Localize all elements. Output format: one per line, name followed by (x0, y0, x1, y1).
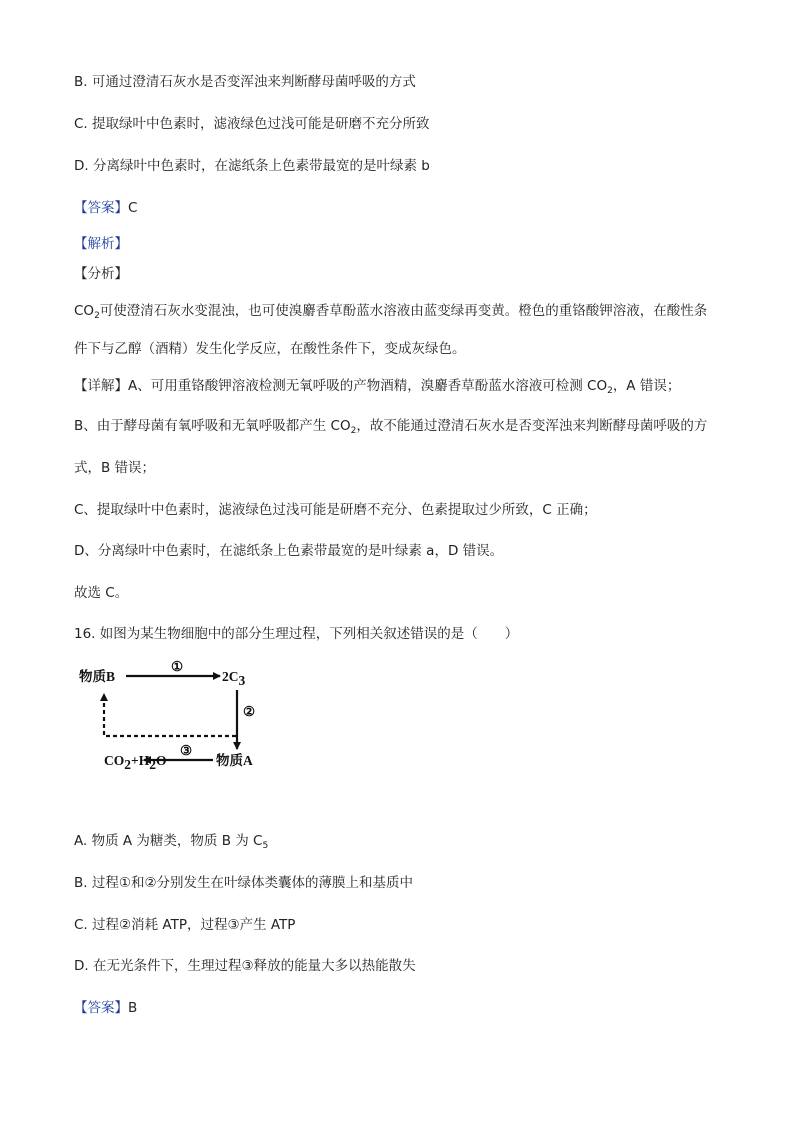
option-d-prev: D. 分离绿叶中色素时，在滤纸条上色素带最宽的是叶绿素 b (74, 158, 430, 174)
q16-option-d: D. 在无光条件下，生理过程③释放的能量大多以热能散失 (74, 958, 416, 974)
answer-15 (74, 199, 137, 217)
node-2c3: 2C3 (222, 669, 246, 688)
fenxi-tag: 【分析】 (74, 266, 128, 282)
q16-option-b: B. 过程①和②分别发生在叶绿体类囊体的薄膜上和基质中 (74, 875, 414, 891)
xiangjie-b-2: 式，B 错误； (74, 460, 156, 476)
answer-value: B (128, 1000, 138, 1016)
question-16-stem: 16. 如图为某生物细胞中的部分生理过程，下列相关叙述错误的是（ ） (74, 626, 519, 642)
step-2-label: ② (243, 704, 256, 719)
fenxi-line-2: 件下与乙醇（酒精）发生化学反应，在酸性条件下，变成灰绿色。 (74, 341, 466, 357)
xiangjie-c: C、提取绿叶中色素时，滤液绿色过浅可能是研磨不充分、色素提取过少所致，C 正确； (74, 502, 597, 518)
node-substance-a: 物质A (216, 753, 253, 768)
answer-tag: 【答案】 (74, 200, 128, 216)
xiangjie-a: 【详解】A、可用重铬酸钾溶液检测无氧呼吸的产物酒精，溴麝香草酚蓝水溶液可检测 $CO_2$，A 错误； (74, 378, 681, 396)
dashed-return-arrow (104, 694, 236, 736)
option-c-prev: C. 提取绿叶中色素时，滤液绿色过浅可能是研磨不充分所致 (74, 116, 430, 132)
process-diagram (74, 656, 274, 776)
conclusion: 故选 C。 (74, 585, 129, 601)
xiangjie-d: D、分离绿叶中色素时，在滤纸条上色素带最宽的是叶绿素 a，D 错误。 (74, 543, 504, 559)
node-co2-h2o: CO2+H2O (104, 753, 167, 772)
fenxi-line-1: $CO_2$可使澄清石灰水变混浊，也可使溴麝香草酚蓝水溶液由蓝变绿再变黄。橙色的重铬酸钾溶液，在酸性条 (74, 303, 708, 321)
option-b-prev: B. 可通过澄清石灰水是否变浑浊来判断酵母菌呼吸的方式 (74, 74, 416, 90)
q16-option-c: C. 过程②消耗 ATP，过程③产生 ATP (74, 917, 296, 933)
answer-16 (74, 999, 137, 1017)
step-3-label: ③ (179, 743, 193, 758)
answer-tag: 【答案】 (74, 1000, 128, 1016)
node-substance-b: 物质B (79, 669, 116, 684)
analysis-tag: 【解析】 (74, 236, 128, 252)
xiangjie-b-1: B、由于酵母菌有氧呼吸和无氧呼吸都产生 $CO_2$，故不能通过澄清石灰水是否变浑浊来判断酵母菌呼吸的方 (74, 418, 708, 436)
q16-option-a: A. 物质 A 为糖类，物质 B 为 $C_5$ (74, 833, 269, 851)
xiangjie-tag: 【详解】 (74, 378, 128, 394)
step-1-label: ① (170, 659, 184, 674)
answer-value: C (128, 200, 138, 216)
